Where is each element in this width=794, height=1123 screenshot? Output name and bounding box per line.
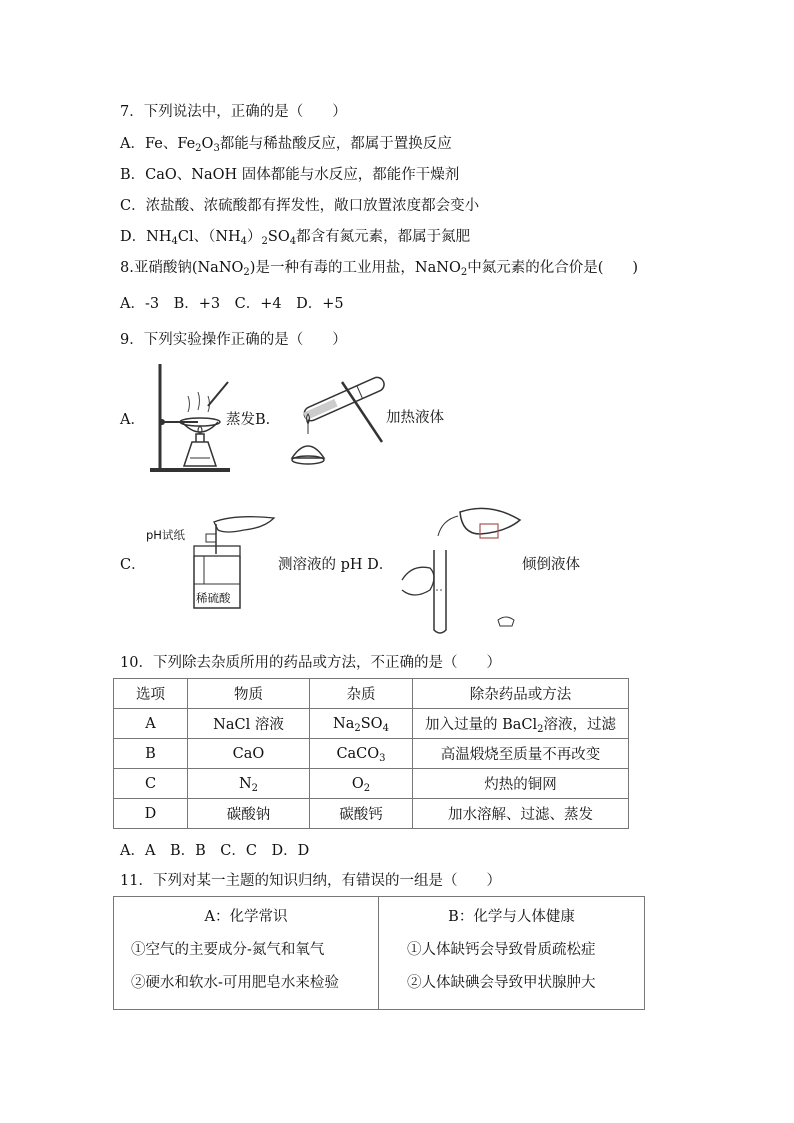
q11-b-title: B：化学与人体健康 (448, 909, 575, 925)
cell-substance: $N_2$ (188, 769, 310, 799)
q7-stem: 7．下列说法中，正确的是（ ） (120, 104, 347, 120)
header-impurity: 杂质 (310, 679, 413, 709)
q11-a-item-2: ②硬水和软水-可用肥皂水来检验 (131, 975, 339, 991)
q8-options: A．-3 B．+3 C．+4 D．+5 (120, 296, 344, 312)
q7-option-c: C．浓盐酸、浓硫酸都有挥发性，敞口放置浓度都会变小 (120, 198, 480, 214)
cell-impurity: 碳酸钙 (310, 799, 413, 829)
cell-method: 加入过量的 BaCl$_2$溶液，过滤 (413, 709, 629, 739)
q11-a-title: A：化学常识 (204, 909, 288, 925)
pouring-liquid-image (400, 494, 532, 638)
q9-option-a-label: 蒸发B． (226, 412, 281, 428)
q7-option-b: B．CaO、NaOH 固体都能与水反应，都能作干燥剂 (120, 167, 460, 183)
cell-impurity: CaCO$_3$ (310, 739, 413, 769)
ph-test-image (144, 508, 278, 614)
q9-option-c-label: 测溶液的 pH D． (278, 557, 394, 573)
table-row (114, 799, 629, 829)
cell-impurity: $O_2$ (310, 769, 413, 799)
cell-method: 高温煅烧至质量不再改变 (413, 739, 629, 769)
heating-liquid-image (282, 362, 386, 472)
header-substance: 物质 (188, 679, 310, 709)
q9-option-b-label: 加热液体 (386, 410, 444, 426)
evaporation-apparatus-image (142, 362, 232, 474)
cell-substance: CaO (188, 739, 310, 769)
header-option: 选项 (114, 679, 188, 709)
q11-stem: 11．下列对某一主题的知识归纳，有错误的一组是（ ） (120, 873, 501, 889)
q11-table (113, 896, 645, 1010)
q7-option-d: D．$NH_4Cl$、$(NH_4)_2SO_4$都含有氮元素，都属于氮肥 (120, 229, 471, 247)
q9-stem: 9．下列实验操作正确的是（ ） (120, 332, 347, 348)
table-header-row (114, 679, 629, 709)
cell-option: C (114, 769, 188, 799)
q9-option-a-letter: A． (120, 412, 145, 428)
q10-table (113, 678, 629, 829)
q11-cell-a (114, 897, 379, 1010)
table-row (114, 709, 629, 739)
cell-substance: NaCl 溶液 (188, 709, 310, 739)
cell-substance: 碳酸钠 (188, 799, 310, 829)
bottle-label: 稀硫酸 (196, 591, 231, 605)
cell-option: B (114, 739, 188, 769)
q11-a-item-1: ①空气的主要成分-氮气和氧气 (131, 942, 325, 958)
q9-option-c-letter: C． (120, 557, 146, 573)
cell-option: A (114, 709, 188, 739)
q7-option-a: A．Fe、$Fe_2O_3$都能与稀盐酸反应，都属于置换反应 (120, 136, 452, 154)
q10-answer-options: A．A B．B C．C D．D (120, 843, 310, 859)
q9-option-d-label: 倾倒液体 (522, 557, 580, 573)
ph-paper-label: pH试纸 (146, 528, 185, 542)
q10-stem: 10．下列除去杂质所用的药品或方法，不正确的是（ ） (120, 655, 501, 671)
table-row (114, 769, 629, 799)
cell-impurity: $Na_2SO_4$ (310, 709, 413, 739)
q11-b-item-2: ②人体缺碘会导致甲状腺肿大 (407, 975, 596, 991)
q11-cell-b (379, 897, 645, 1010)
q8-stem: 8.亚硝酸钠(NaNO$_2$)是一种有毒的工业用盐，NaNO$_2$中氮元素的化合价是( ) (120, 260, 639, 278)
cell-method: 灼热的铜网 (413, 769, 629, 799)
cell-option: D (114, 799, 188, 829)
header-method: 除杂药品或方法 (413, 679, 629, 709)
table-row (114, 739, 629, 769)
q11-b-item-1: ①人体缺钙会导致骨质疏松症 (407, 942, 596, 958)
cell-method: 加水溶解、过滤、蒸发 (413, 799, 629, 829)
